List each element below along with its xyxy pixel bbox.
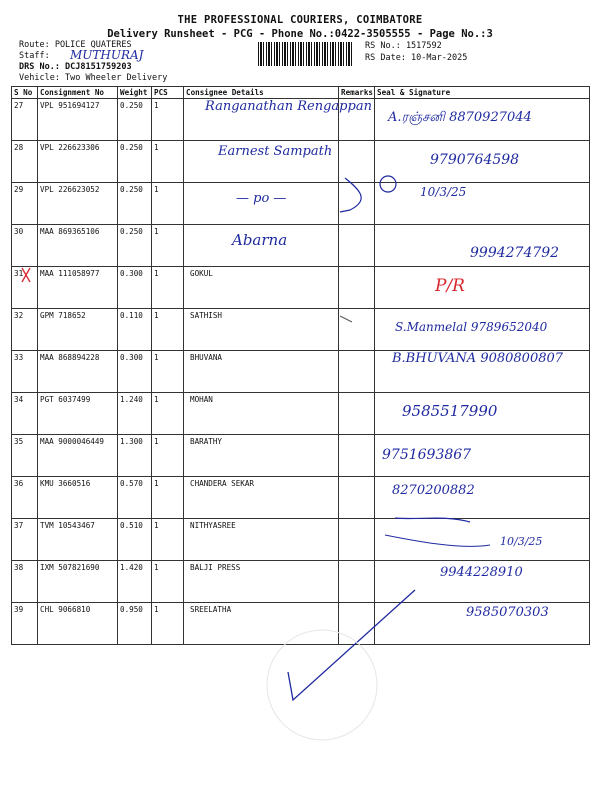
- handwritten-consignee: Abarna: [232, 231, 288, 249]
- row-consignment: IXM 507821690: [38, 561, 118, 603]
- row-pcs: 1: [152, 435, 184, 477]
- faded-seal: [267, 630, 377, 740]
- row-pcs: 1: [152, 267, 184, 309]
- row-pcs: 1: [152, 477, 184, 519]
- circle-stroke: [380, 176, 396, 192]
- handwritten-consignee: Earnest Sampath: [218, 144, 333, 159]
- row-weight: 0.510: [118, 519, 152, 561]
- signature-scribble: [395, 518, 470, 522]
- row-weight: 0.250: [118, 183, 152, 225]
- handwritten-signature: A.ரஞ்சனி 8870927044: [388, 110, 532, 125]
- row-weight: 1.240: [118, 393, 152, 435]
- signature-scribble: [385, 535, 490, 546]
- bracket-stroke: [340, 178, 361, 212]
- handwritten-consignee: Ranganathan Rengappan: [205, 99, 372, 114]
- row-sno: 28: [12, 141, 38, 183]
- row-pcs: 1: [152, 141, 184, 183]
- company-name: THE PROFESSIONAL COURIERS, COIMBATORE: [177, 14, 423, 26]
- col-consignment: Consignment No: [38, 87, 118, 99]
- closing-tick: [288, 590, 415, 700]
- handwritten-consignee: — po —: [236, 191, 287, 206]
- row-consignee: SREELATHA: [184, 603, 339, 645]
- handwritten-signature: 9944228910: [440, 565, 523, 580]
- row-consignee: BARATHY: [184, 435, 339, 477]
- row-consignment: VPL 226623306: [38, 141, 118, 183]
- col-sno: S No: [12, 87, 38, 99]
- col-pcs: PCS: [152, 87, 184, 99]
- row-weight: 1.420: [118, 561, 152, 603]
- row-consignment: MAA 869365106: [38, 225, 118, 267]
- staff-label: Staff:: [19, 51, 50, 61]
- row-consignee: MOHAN: [184, 393, 339, 435]
- vehicle-text: Vehicle: Two Wheeler Delivery: [19, 73, 168, 83]
- row-consignee: CHANDERA SEKAR: [184, 477, 339, 519]
- row-sno: 29: [12, 183, 38, 225]
- row-sno: 32: [12, 309, 38, 351]
- row-consignment: VPL 951694127: [38, 99, 118, 141]
- row-consignment: CHL 9066810: [38, 603, 118, 645]
- runsheet-title: Delivery Runsheet - PCG - Phone No.:0422-3505555 - Page No.:3: [107, 28, 493, 40]
- handwritten-signature: 9790764598: [430, 152, 520, 168]
- drs-number: DRS No.: DCJ8151759203: [19, 62, 132, 72]
- row-consignment: GPM 718652: [38, 309, 118, 351]
- row-sno: 38: [12, 561, 38, 603]
- handwritten-signature: 9751693867: [382, 447, 472, 463]
- handwritten-signature: 9994274792: [470, 245, 560, 261]
- row-consignment: KMU 3660516: [38, 477, 118, 519]
- row-sno: 31: [12, 267, 38, 309]
- row-pcs: 1: [152, 603, 184, 645]
- staff-signature: MUTHURAJ: [70, 48, 144, 62]
- row-pcs: 1: [152, 225, 184, 267]
- row-consignment: MAA 111058977: [38, 267, 118, 309]
- row-weight: 0.570: [118, 477, 152, 519]
- col-signature: Seal & Signature: [375, 87, 590, 99]
- row-weight: 0.250: [118, 225, 152, 267]
- rs-number: RS No.: 1517592: [365, 41, 442, 51]
- row-pcs: 1: [152, 561, 184, 603]
- row-consignee: BHUVANA: [184, 351, 339, 393]
- row-pcs: 1: [152, 351, 184, 393]
- handwritten-signature: P/R: [435, 276, 465, 296]
- remark-dash: [340, 316, 352, 322]
- row-pcs: 1: [152, 309, 184, 351]
- row-weight: 0.300: [118, 267, 152, 309]
- row-consignment: VPL 226623052: [38, 183, 118, 225]
- handwritten-signature: S.Manmelal 9789652040: [395, 320, 548, 334]
- handwritten-signature: 10/3/25: [420, 185, 467, 199]
- row-weight: 0.110: [118, 309, 152, 351]
- col-consignee: Consignee Details: [184, 87, 339, 99]
- row-sno: 34: [12, 393, 38, 435]
- row-sno: 37: [12, 519, 38, 561]
- row-sno: 30: [12, 225, 38, 267]
- handwritten-signature: 10/3/25: [500, 535, 543, 548]
- row-pcs: 1: [152, 393, 184, 435]
- row-weight: 0.250: [118, 99, 152, 141]
- row-pcs: 1: [152, 99, 184, 141]
- route-text: Route: POLICE QUATERES: [19, 40, 132, 50]
- rs-date: RS Date: 10-Mar-2025: [365, 53, 468, 63]
- row-consignee: GOKUL: [184, 267, 339, 309]
- handwritten-signature: B.BHUVANA 9080800807: [392, 351, 564, 366]
- row-sno: 36: [12, 477, 38, 519]
- row-consignment: MAA 868894228: [38, 351, 118, 393]
- row-consignee: SATHISH: [184, 309, 339, 351]
- handwritten-signature: 9585517990: [402, 402, 498, 420]
- row-sno: 35: [12, 435, 38, 477]
- col-weight: Weight: [118, 87, 152, 99]
- row-consignment: TVM 10543467: [38, 519, 118, 561]
- row-consignee: BALJI PRESS: [184, 561, 339, 603]
- row-pcs: 1: [152, 183, 184, 225]
- row-sno: 27: [12, 99, 38, 141]
- row-consignment: PGT 6037499: [38, 393, 118, 435]
- row-weight: 0.950: [118, 603, 152, 645]
- row-sno: 39: [12, 603, 38, 645]
- handwritten-signature: 8270200882: [392, 483, 475, 498]
- row-weight: 1.300: [118, 435, 152, 477]
- row-pcs: 1: [152, 519, 184, 561]
- row-consignment: MAA 9000046449: [38, 435, 118, 477]
- row-weight: 0.300: [118, 351, 152, 393]
- row-consignee: NITHYASREE: [184, 519, 339, 561]
- row-weight: 0.250: [118, 141, 152, 183]
- handwritten-signature: 9585070303: [466, 605, 549, 620]
- col-remarks: Remarks: [339, 87, 375, 99]
- row-sno: 33: [12, 351, 38, 393]
- red-tick-mark: [22, 268, 30, 282]
